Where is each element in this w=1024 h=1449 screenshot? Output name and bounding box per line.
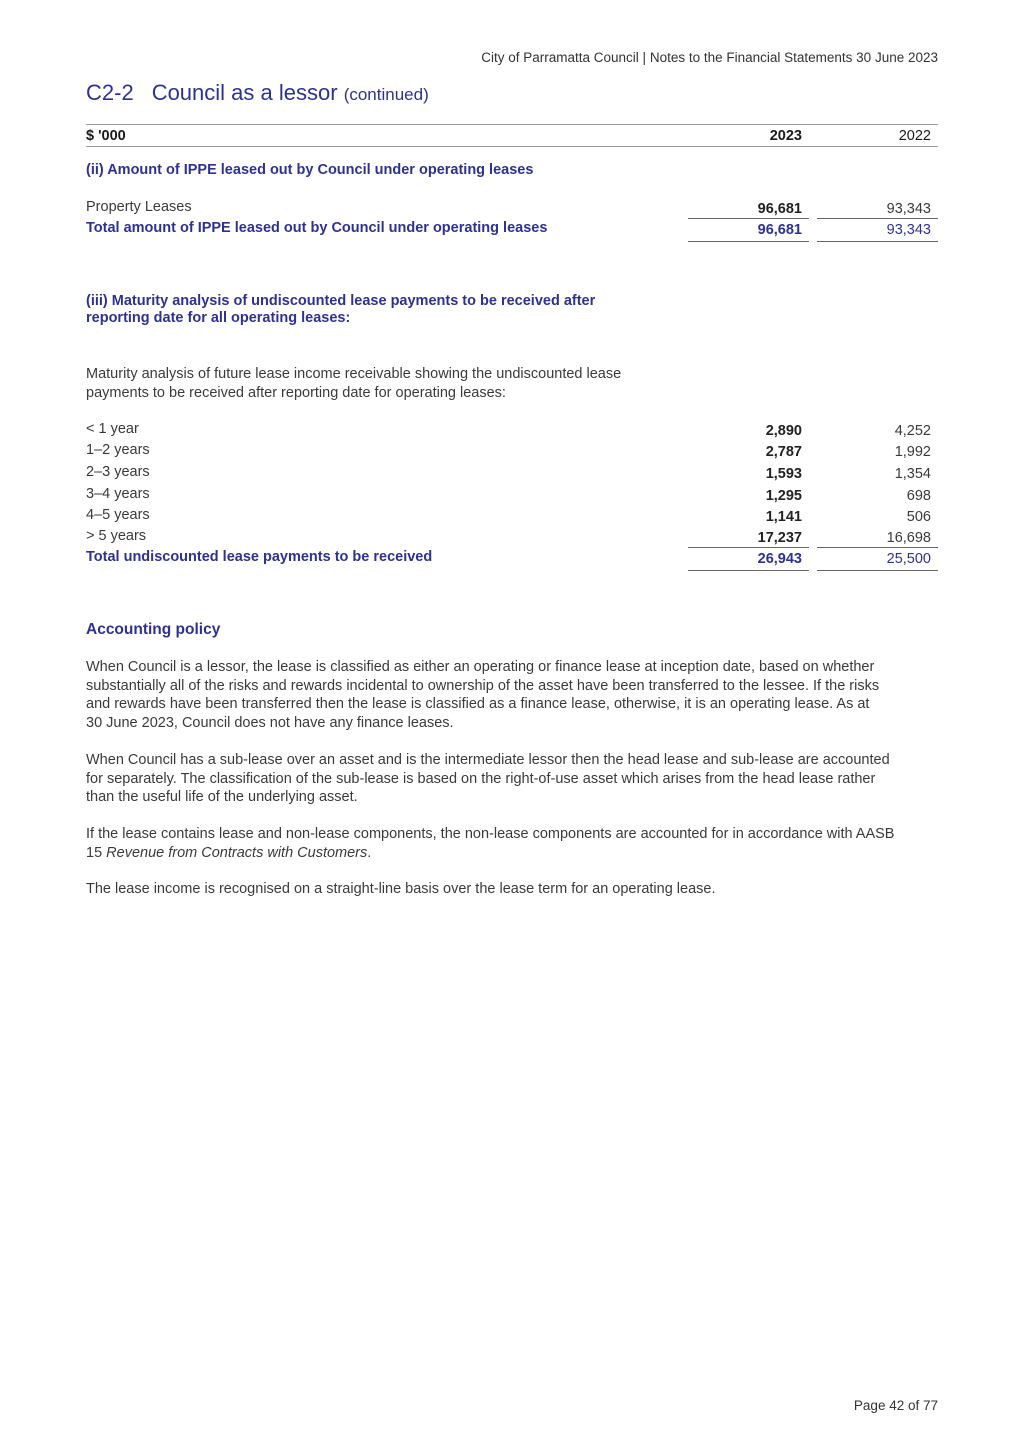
continued-label: (continued): [343, 85, 429, 104]
table-row: [86, 421, 938, 442]
total-value-2022: 93,343: [886, 222, 931, 238]
table-header: [86, 124, 938, 147]
total-value-2023: 26,943: [757, 551, 802, 567]
maturity-intro-line-1: Maturity analysis of future lease income receivable showing the undiscounted lease: [86, 366, 622, 382]
row-value-2023: 17,237: [757, 530, 802, 546]
page-number: Page 42 of 77: [853, 1398, 938, 1413]
total-rule-2022: [817, 570, 938, 571]
table-row: [86, 507, 938, 528]
row-label: > 5 years: [86, 528, 147, 544]
row-label: 3–4 years: [86, 486, 150, 502]
text-line: When Council is a lessor, the lease is classified as either an operating or finance lease at inception date, based on whether: [86, 659, 875, 675]
table-row: [86, 442, 938, 463]
table-row: [86, 528, 938, 549]
table-row: [86, 464, 938, 485]
total-rule-2022: [817, 241, 938, 242]
maturity-intro-line-2: payments to be received after reporting date for operating leases:: [86, 384, 506, 401]
maturity-total-row: [86, 549, 938, 570]
year-prior-header: 2022: [898, 128, 931, 144]
year-current-header: 2023: [769, 128, 802, 144]
text-line: and rewards have been transferred then the lease is classified as a finance lease, otherwise, it is an operating lease. As at: [86, 696, 870, 712]
unit-label: $ '000: [86, 128, 126, 144]
row-value-2023: 1,295: [765, 488, 802, 504]
row-label: Property Leases: [86, 199, 192, 215]
row-label: < 1 year: [86, 421, 139, 437]
row-value-2023: 2,890: [765, 423, 802, 439]
text-line: for separately. The classification of the sub-lease is based on the right-of-use asset which arises from the head lease rather: [86, 770, 876, 787]
running-header: City of Parramatta Council | Notes to the Financial Statements 30 June 2023: [481, 50, 938, 65]
text-line: 30 June 2023, Council does not have any finance leases.: [86, 714, 454, 731]
text-line: When Council has a sub-lease over an asset and is the intermediate lessor then the head lease and sub-lease are accounted: [86, 752, 890, 768]
text-line: than the useful life of the underlying asset.: [86, 789, 358, 805]
table-row: [86, 486, 938, 507]
row-value-2022: 698: [906, 488, 931, 504]
row-label: 4–5 years: [86, 507, 150, 523]
policy-paragraph-3: [86, 825, 938, 862]
total-value-2022: 25,500: [886, 551, 931, 567]
text-line: substantially all of the risks and rewards incidental to ownership of the asset have been transferred to the lessee. If the risks: [86, 677, 880, 694]
maturity-heading-line-1: (iii) Maturity analysis of undiscounted lease payments to be received after: [86, 293, 596, 309]
policy-paragraph-2: [86, 751, 938, 807]
row-label: 2–3 years: [86, 464, 150, 480]
subtotal-rule-2022: [817, 547, 938, 548]
section-number: C2-2: [86, 80, 134, 105]
row-value-2022: 1,354: [894, 466, 931, 482]
maturity-intro: [86, 365, 938, 402]
total-label: Total undiscounted lease payments to be received: [86, 549, 433, 565]
row-value-2023: 2,787: [765, 444, 802, 460]
subtotal-rule-2022: [817, 218, 938, 219]
text-span: 15: [86, 844, 107, 861]
row-label: 1–2 years: [86, 442, 150, 458]
total-value-2023: 96,681: [757, 222, 802, 238]
standard-title: Revenue from Contracts with Customers: [106, 844, 368, 861]
ippe-total-row: [86, 220, 938, 241]
total-rule-2023: [688, 570, 809, 571]
policy-paragraph-1: [86, 658, 938, 732]
row-value-2023: 1,141: [765, 509, 802, 525]
table-row: [86, 199, 938, 220]
section-title-text: Council as a lessor: [151, 80, 338, 105]
section-title: [86, 80, 429, 106]
total-rule-2023: [688, 241, 809, 242]
row-value-2022: 93,343: [886, 201, 931, 217]
text-line: If the lease contains lease and non-lease components, the non-lease components are accounted for in accordance with AASB: [86, 826, 895, 842]
subtotal-rule-2023: [688, 547, 809, 548]
row-value-2022: 506: [906, 509, 931, 525]
row-value-2023: 1,593: [765, 466, 802, 482]
row-value-2022: 4,252: [894, 423, 931, 439]
maturity-heading: [86, 293, 595, 327]
subtotal-rule-2023: [688, 218, 809, 219]
accounting-policy-heading: Accounting policy: [86, 621, 221, 638]
row-value-2022: 16,698: [886, 530, 931, 546]
ippe-heading: (ii) Amount of IPPE leased out by Council under operating leases: [86, 162, 534, 178]
policy-paragraph-4: The lease income is recognised on a straight-line basis over the lease term for an operating lease.: [86, 881, 716, 897]
row-value-2022: 1,992: [894, 444, 931, 460]
total-label: Total amount of IPPE leased out by Council under operating leases: [86, 220, 548, 236]
text-span: .: [367, 844, 372, 861]
maturity-heading-line-2: reporting date for all operating leases:: [86, 310, 351, 326]
row-value-2023: 96,681: [757, 201, 802, 217]
text-line: [86, 844, 938, 863]
